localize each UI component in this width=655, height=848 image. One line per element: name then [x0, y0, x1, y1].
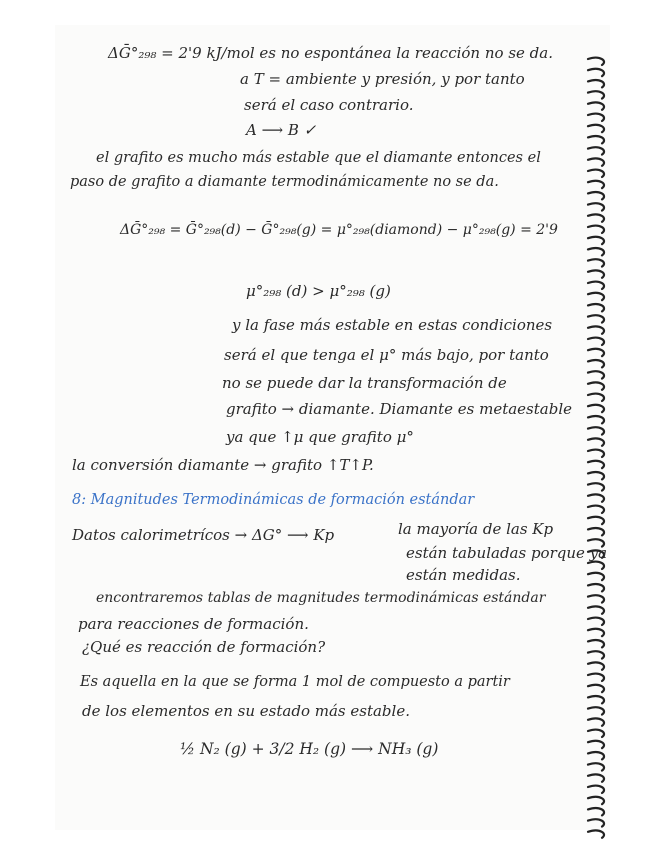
spiral-coil: [588, 416, 604, 423]
spiral-coil: [588, 707, 604, 714]
spiral-coil: [588, 315, 604, 322]
note-line-22: Es aquella en la que se forma 1 mol de compuesto a partir: [80, 674, 510, 690]
spiral-coil: [588, 80, 604, 87]
note-line-13: ya que ↑μ que grafito μ°: [226, 428, 414, 446]
spiral-coil: [588, 797, 604, 804]
spiral-coil: [588, 494, 604, 501]
spiral-coil: [588, 114, 604, 121]
note-line-8: μ°₂₉₈ (d) > μ°₂₉₈ (g): [246, 282, 391, 300]
spiral-coil: [588, 640, 604, 647]
note-line-18: están medidas.: [406, 566, 521, 584]
note-line-12: grafito → diamante. Diamante es metaestable: [226, 400, 572, 418]
spiral-coil: [588, 629, 604, 636]
note-line-21: ¿Qué es reacción de formación?: [82, 638, 326, 656]
spiral-coil: [588, 125, 604, 132]
note-line-3: será el caso contrario.: [244, 96, 414, 114]
spiral-coil: [588, 662, 604, 669]
spiral-coil: [588, 259, 604, 266]
spiral-binding: [584, 55, 610, 845]
spiral-coil: [588, 69, 604, 76]
spiral-coil: [588, 528, 604, 535]
spiral-coil: [588, 136, 604, 143]
spiral-coil: [588, 808, 604, 815]
spiral-coil: [588, 203, 604, 210]
note-line-4: A ⟶ B ✓: [246, 121, 317, 139]
note-line-24: ½ N₂ (g) + 3/2 H₂ (g) ⟶ NH₃ (g): [180, 740, 439, 758]
spiral-coil: [588, 360, 604, 367]
note-line-20: para reacciones de formación.: [78, 615, 309, 633]
spiral-coil: [588, 192, 604, 199]
spiral-coil: [588, 506, 604, 513]
spiral-coil: [588, 741, 604, 748]
spiral-coil: [588, 651, 604, 658]
note-line-2: a T = ambiente y presión, y por tanto: [240, 70, 525, 88]
spiral-coil: [588, 752, 604, 759]
spiral-coil: [588, 786, 604, 793]
note-line-17: están tabuladas porque ya: [406, 544, 608, 562]
spiral-coil: [588, 326, 604, 333]
note-line-14: la conversión diamante → grafito ↑T↑P.: [72, 456, 374, 474]
spiral-coil: [588, 349, 604, 356]
spiral-coil: [588, 158, 604, 165]
note-line-7: ΔḠ°₂₉₈ = Ḡ°₂₉₈(d) − Ḡ°₂₉₈(g) = μ°₂₉₈(diamond) − μ°₂₉₈(g) = 2'9: [120, 222, 558, 238]
spiral-coil: [588, 270, 604, 277]
note-line-23: de los elementos en su estado más estable.: [82, 702, 410, 720]
spiral-coil: [588, 338, 604, 345]
spiral-coil: [588, 371, 604, 378]
spiral-coil: [588, 730, 604, 737]
spiral-coil: [588, 181, 604, 188]
note-line-10: será el que tenga el μ° más bajo, por tanto: [224, 346, 549, 364]
spiral-coil: [588, 450, 604, 457]
spiral-coil: [588, 763, 604, 770]
note-line-9: y la fase más estable en estas condiciones: [232, 316, 553, 334]
spiral-coil: [588, 830, 604, 837]
spiral-coil: [588, 595, 604, 602]
spiral-coil: [588, 517, 604, 524]
spiral-coil: [588, 472, 604, 479]
section-heading: 8: Magnitudes Termodinámicas de formación estándar: [72, 492, 475, 508]
spiral-coil: [588, 438, 604, 445]
spiral-coil: [588, 427, 604, 434]
spiral-coil: [588, 91, 604, 98]
spiral-coil: [588, 819, 604, 826]
spiral-coil: [588, 282, 604, 289]
spiral-coil: [588, 573, 604, 580]
spiral-coil: [588, 226, 604, 233]
note-line-19: encontraremos tablas de magnitudes termodinámicas estándar: [96, 590, 546, 606]
spiral-coil: [588, 248, 604, 255]
note-line-1: ΔḠ°₂₉₈ = 2'9 kJ/mol es no espontánea la reacción no se da.: [108, 44, 553, 62]
spiral-coil: [588, 214, 604, 221]
spiral-coil: [588, 58, 604, 65]
note-line-15: Datos calorimetrícos → ΔG° ⟶ Kp: [72, 526, 335, 544]
spiral-coil: [588, 461, 604, 468]
spiral-coil: [588, 293, 604, 300]
spiral-coil: [588, 774, 604, 781]
spiral-coil: [588, 696, 604, 703]
spiral-coil: [588, 685, 604, 692]
spiral-coil: [588, 147, 604, 154]
spiral-coil: [588, 170, 604, 177]
spiral-coil: [588, 382, 604, 389]
spiral-coil: [588, 584, 604, 591]
spiral-coil: [588, 304, 604, 311]
note-line-5: el grafito es mucho más estable que el diamante entonces el: [96, 150, 541, 166]
spiral-coil: [588, 237, 604, 244]
spiral-coil: [588, 562, 604, 569]
note-line-6: paso de grafito a diamante termodinámicamente no se da.: [70, 174, 499, 190]
spiral-coil: [588, 674, 604, 681]
spiral-coil: [588, 618, 604, 625]
spiral-coil: [588, 483, 604, 490]
spiral-coil: [588, 394, 604, 401]
spiral-coil: [588, 606, 604, 613]
spiral-coil: [588, 405, 604, 412]
spiral-coil: [588, 718, 604, 725]
note-line-11: no se puede dar la transformación de: [222, 374, 507, 392]
note-line-16: la mayoría de las Kp: [398, 520, 554, 538]
spiral-coil: [588, 102, 604, 109]
